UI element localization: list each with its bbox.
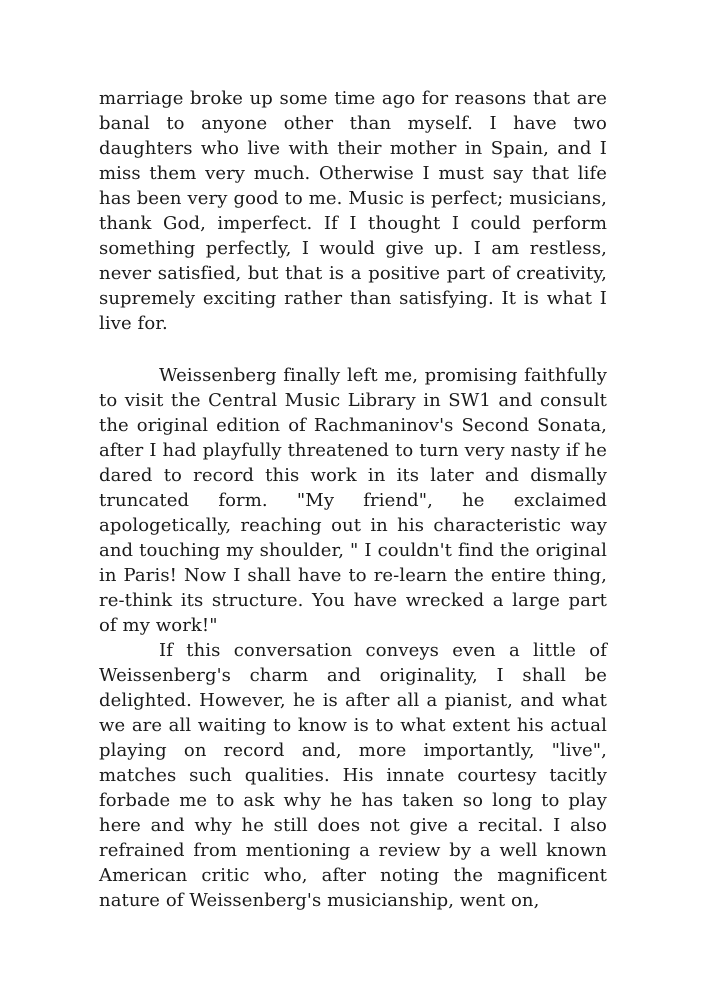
paragraph-conversation-conveys: If this conversation conveys even a little of Weissenberg's charm and originality, I shall be delighted. However, he is after all a pianist, and what we are all waiting to know is to what extent his actual playing on record and, more importantly, "live", matches such qualities. His innate courtesy tacitly forbade me to ask why he has taken so long to play here and why he still does not give a recital. I also refrained from mentioning a review by a well known American critic who, after noting the magnificent nature of Weissenberg's musicianship, went on, bbox=[99, 640, 607, 911]
paragraph-continuation: marriage broke up some time ago for reasons that are banal to anyone other than myself. I have two daughters who live with their mother in Spain, and I miss them very much. Otherwise I must say that life has been very good to me. Music is perfect; musicians, thank God, imperfect. If I thought I could perform something perfectly, I would give up. I am restless, never satisfied, but that is a positive part of creativity, supremely exciting rather than satisfying. It is what I live for. bbox=[99, 88, 607, 334]
paragraph-weissenberg-left: Weissenberg finally left me, promising faithfully to visit the Central Music Library in SW1 and consult the original edition of Rachmaninov's Second Sonata, after I had playfully threatened to turn very nasty if he dared to record this work in its later and dismally truncated form. "My friend", he exclaimed apologetically, reaching out in his characteristic way and touching my shoulder, " I couldn't find the original in Paris! Now I shall have to re-learn the entire thing, re-think its structure. You have wrecked a large part of my work!" bbox=[99, 365, 607, 636]
